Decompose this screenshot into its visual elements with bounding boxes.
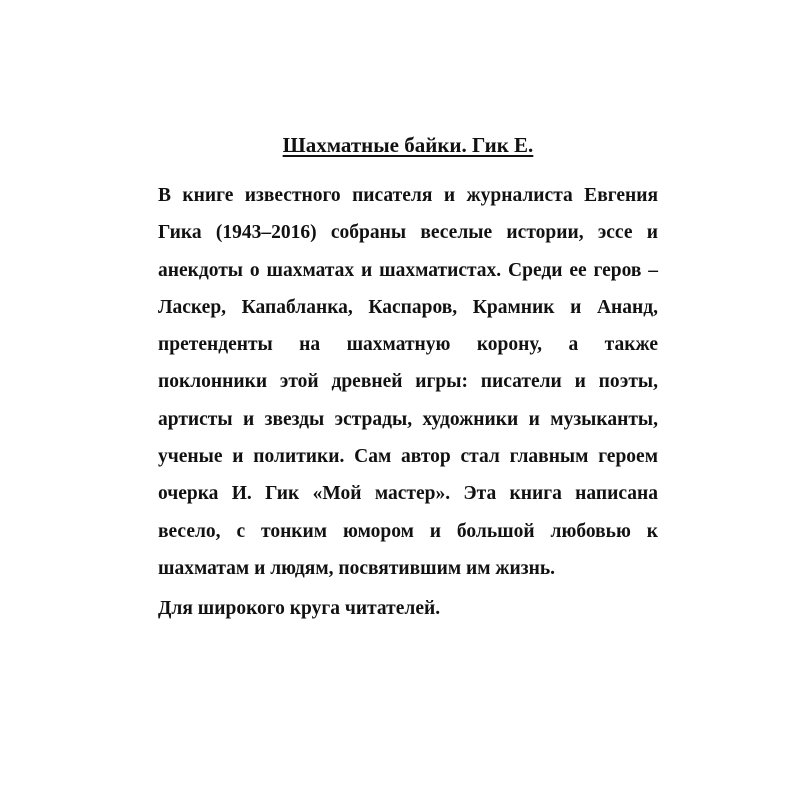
page-title: Шахматные байки. Гик Е. [282, 133, 534, 157]
book-description [158, 127, 658, 628]
audience-note: Для широкого круга читателей. [158, 598, 441, 620]
description-paragraph: В книге известного писателя и журналиста Евгения Гика (1943–2016) собраны веселые истории, эссе и анекдоты о шахматах и шахматистах. Среди ее геров – Ласкер, Капабланка, Каспаров, Крамник и Ананд, претенденты на шахматную корону, а также поклонники этой древней игры: писатели и поэты, артисты и звезды эстрады, художники и музыканты, ученые и политики. Сам автор стал главным героем очерка И. Гик «Мой мастер». Эта книга написана весело, с тонким юмором и большой любовью к шахматам и людям, посвятившим им жизнь. [158, 185, 658, 579]
